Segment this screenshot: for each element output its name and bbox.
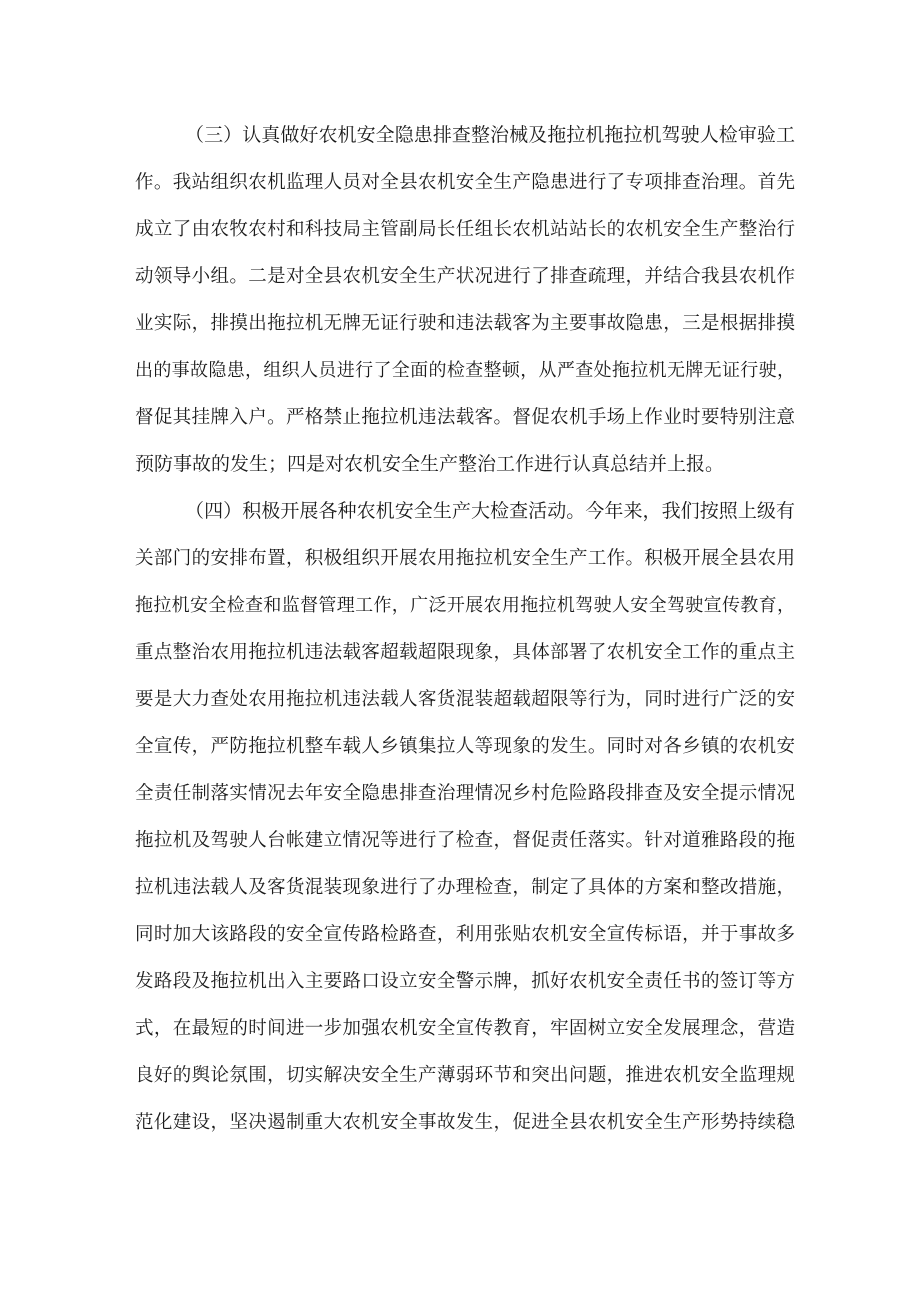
text-line: 同时加大该路段的安全宣传路检路查，利用张贴农机安全宣传标语，并于事故多	[135, 924, 795, 945]
text-line: 良好的舆论氛围，切实解决安全生产薄弱环节和突出问题，推进农机安全监理规	[135, 1065, 795, 1086]
text-line: 式，在最短的时间进一步加强农机安全宣传教育，牢固树立安全发展理念，营造	[135, 1018, 795, 1039]
text-line: 范化建设，坚决遏制重大农机安全事故发生，促进全县农机安全生产形势持续稳	[135, 1112, 795, 1133]
text-line: 拖拉机及驾驶人台帐建立情况等进行了检查，督促责任落实。针对道雅路段的拖	[135, 830, 795, 851]
text-line: 全责任制落实情况去年安全隐患排查治理情况乡村危险路段排查及安全提示情况	[135, 783, 795, 804]
text-line: 预防事故的发生；四是对农机安全生产整治工作进行认真总结并上报。	[135, 453, 725, 475]
text-line: 全宣传，严防拖拉机整车载人乡镇集拉人等现象的发生。同时对各乡镇的农机安	[135, 736, 795, 757]
text-line: 要是大力查处农用拖拉机违法载人客货混装超载超限等行为，同时进行广泛的安	[135, 689, 795, 710]
text-line: 动领导小组。二是对全县农机安全生产状况进行了排查疏理，并结合我县农机作	[135, 266, 795, 287]
paragraph-3	[135, 112, 795, 488]
paragraph-4	[135, 488, 795, 1146]
text-line: （三）认真做好农机安全隐患排查整治械及拖拉机拖拉机驾驶人检审验工	[185, 124, 795, 146]
text-line: 关部门的安排布置，积极组织开展农用拖拉机安全生产工作。积极开展全县农用	[135, 548, 795, 569]
text-line: （四）积极开展各种农机安全生产大检查活动。今年来，我们按照上级有	[185, 500, 795, 522]
text-line: 业实际，排摸出拖拉机无牌无证行驶和违法载客为主要事故隐患，三是根据排摸	[135, 313, 795, 334]
text-line: 拖拉机安全检查和监督管理工作，广泛开展农用拖拉机驾驶人安全驾驶宣传教育，	[135, 595, 795, 616]
text-line: 督促其挂牌入户。严格禁止拖拉机违法载客。督促农机手场上作业时要特别注意	[135, 407, 795, 428]
body-text	[135, 112, 795, 1146]
text-line: 拉机违法载人及客货混装现象进行了办理检查，制定了具体的方案和整改措施，	[135, 877, 795, 898]
text-line: 出的事故隐患，组织人员进行了全面的检查整顿，从严查处拖拉机无牌无证行驶，	[135, 360, 795, 381]
text-line: 重点整治农用拖拉机违法载客超载超限现象，具体部署了农机安全工作的重点主	[135, 642, 795, 663]
text-line: 成立了由农牧农村和科技局主管副局长任组长农机站站长的农机安全生产整治行	[135, 219, 795, 240]
text-line: 作。我站组织农机监理人员对全县农机安全生产隐患进行了专项排查治理。首先	[135, 172, 795, 193]
text-line: 发路段及拖拉机出入主要路口设立安全警示牌，抓好农机安全责任书的签订等方	[135, 971, 795, 992]
